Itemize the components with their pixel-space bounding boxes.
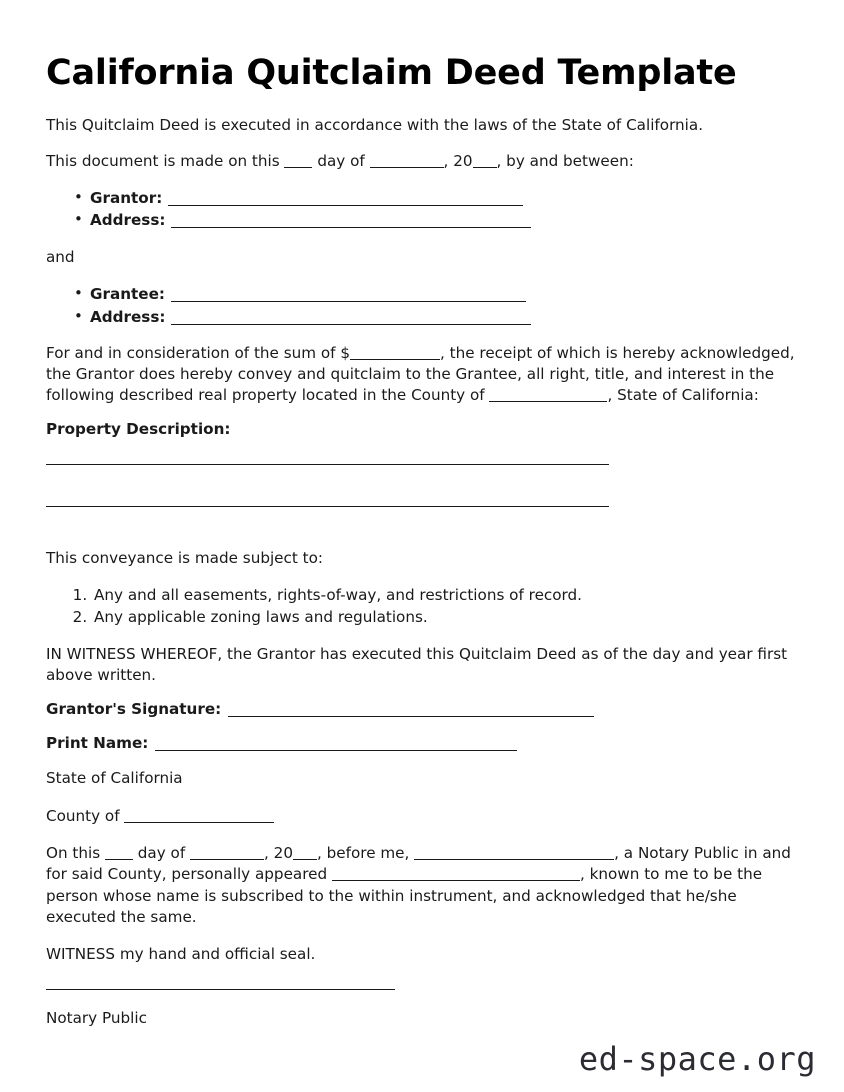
print-name-row: [46, 734, 798, 752]
notary-name-blank[interactable]: [414, 845, 614, 860]
conveyance-intro: This conveyance is made subject to:: [46, 549, 324, 568]
grantor-party-list: [46, 187, 798, 233]
grantee-address-label: Address:: [90, 307, 166, 326]
ack-part5: , a Notary Public in and for said County, personally appeared: [46, 844, 791, 884]
grantor-address-blank[interactable]: [171, 214, 531, 229]
grantor-label: Grantor:: [90, 188, 163, 207]
consideration-amount-blank[interactable]: [350, 345, 440, 360]
notary-day-blank[interactable]: [105, 845, 133, 860]
intro-paragraph: This Quitclaim Deed is executed in accordance with the laws of the State of California.: [46, 116, 704, 135]
consideration-part1: For and in consideration of the sum of $: [46, 344, 350, 363]
grantee-address-blank[interactable]: [171, 310, 531, 325]
notary-year-blank[interactable]: [293, 845, 317, 860]
notary-county-blank[interactable]: [124, 807, 274, 822]
property-description-heading: Property Description:: [46, 420, 231, 439]
ack-part6: , known to me to be the person whose name is subscribed to the within instrument, and acknowledged that he/she executed the same.: [46, 865, 763, 926]
notary-signature-blank[interactable]: [46, 989, 395, 990]
notary-state-line: State of California: [46, 769, 183, 788]
appearer-name-blank[interactable]: [332, 866, 580, 881]
notary-month-blank[interactable]: [190, 845, 264, 860]
consideration-paragraph: [46, 343, 798, 405]
grantor-name-blank[interactable]: [168, 191, 523, 206]
day-blank[interactable]: [284, 152, 312, 167]
notary-public-label: Notary Public: [46, 1009, 147, 1028]
notary-county-row: [46, 806, 798, 827]
conditions-list: [46, 584, 798, 628]
print-name-blank[interactable]: [155, 737, 517, 752]
list-item-grantor-address: [74, 209, 798, 232]
execution-part3: , 20: [443, 151, 473, 170]
notary-seal-line: WITNESS my hand and official seal.: [46, 945, 316, 964]
list-item-condition-2: 2. Any applicable zoning laws and regulations.: [92, 606, 798, 628]
execution-part2: day of: [317, 151, 365, 170]
execution-clause-paragraph: [46, 151, 798, 172]
list-item-condition-1: 1. Any and all easements, rights-of-way, and restrictions of record.: [92, 584, 798, 606]
county-blank[interactable]: [489, 386, 607, 401]
notary-acknowledgment-paragraph: [46, 843, 798, 928]
grantor-signature-label: Grantor's Signature:: [46, 700, 222, 719]
list-item-grantor: [74, 187, 798, 210]
property-description-line-2[interactable]: [46, 506, 609, 507]
year-blank[interactable]: [473, 152, 497, 167]
ack-part4: , before me,: [317, 844, 410, 863]
month-blank[interactable]: [370, 152, 444, 167]
print-name-label: Print Name:: [46, 734, 149, 753]
conjunction-and: and: [46, 248, 75, 267]
property-description-line-1[interactable]: [46, 464, 609, 465]
notary-county-label: County of: [46, 806, 120, 825]
grantee-label: Grantee:: [90, 284, 165, 303]
ack-part2: day of: [137, 844, 186, 863]
ack-part3: , 20: [264, 844, 293, 863]
execution-part1: This document is made on this: [46, 151, 280, 170]
ack-part1: On this: [46, 844, 101, 863]
list-item-grantee: [74, 283, 798, 306]
grantor-address-label: Address:: [90, 211, 166, 230]
grantee-name-blank[interactable]: [171, 287, 526, 302]
consideration-part2: , the receipt of which is hereby acknowledged, the Grantor does hereby convey and quitclaim to the Grantee, all right, title, and interest in the following described real property located in the County of: [46, 344, 795, 404]
list-item-grantee-address: [74, 306, 798, 329]
grantor-signature-blank[interactable]: [228, 703, 594, 718]
page-title: California Quitclaim Deed Template: [46, 53, 737, 93]
consideration-part3: , State of California:: [607, 385, 759, 404]
execution-part4: , by and between:: [496, 151, 634, 170]
witness-clause-paragraph: IN WITNESS WHEREOF, the Grantor has executed this Quitclaim Deed as of the day and year first above written.: [46, 645, 788, 684]
grantee-party-list: [46, 283, 798, 329]
grantor-signature-row: [46, 700, 798, 718]
site-watermark: ed-space.org: [578, 1040, 816, 1078]
